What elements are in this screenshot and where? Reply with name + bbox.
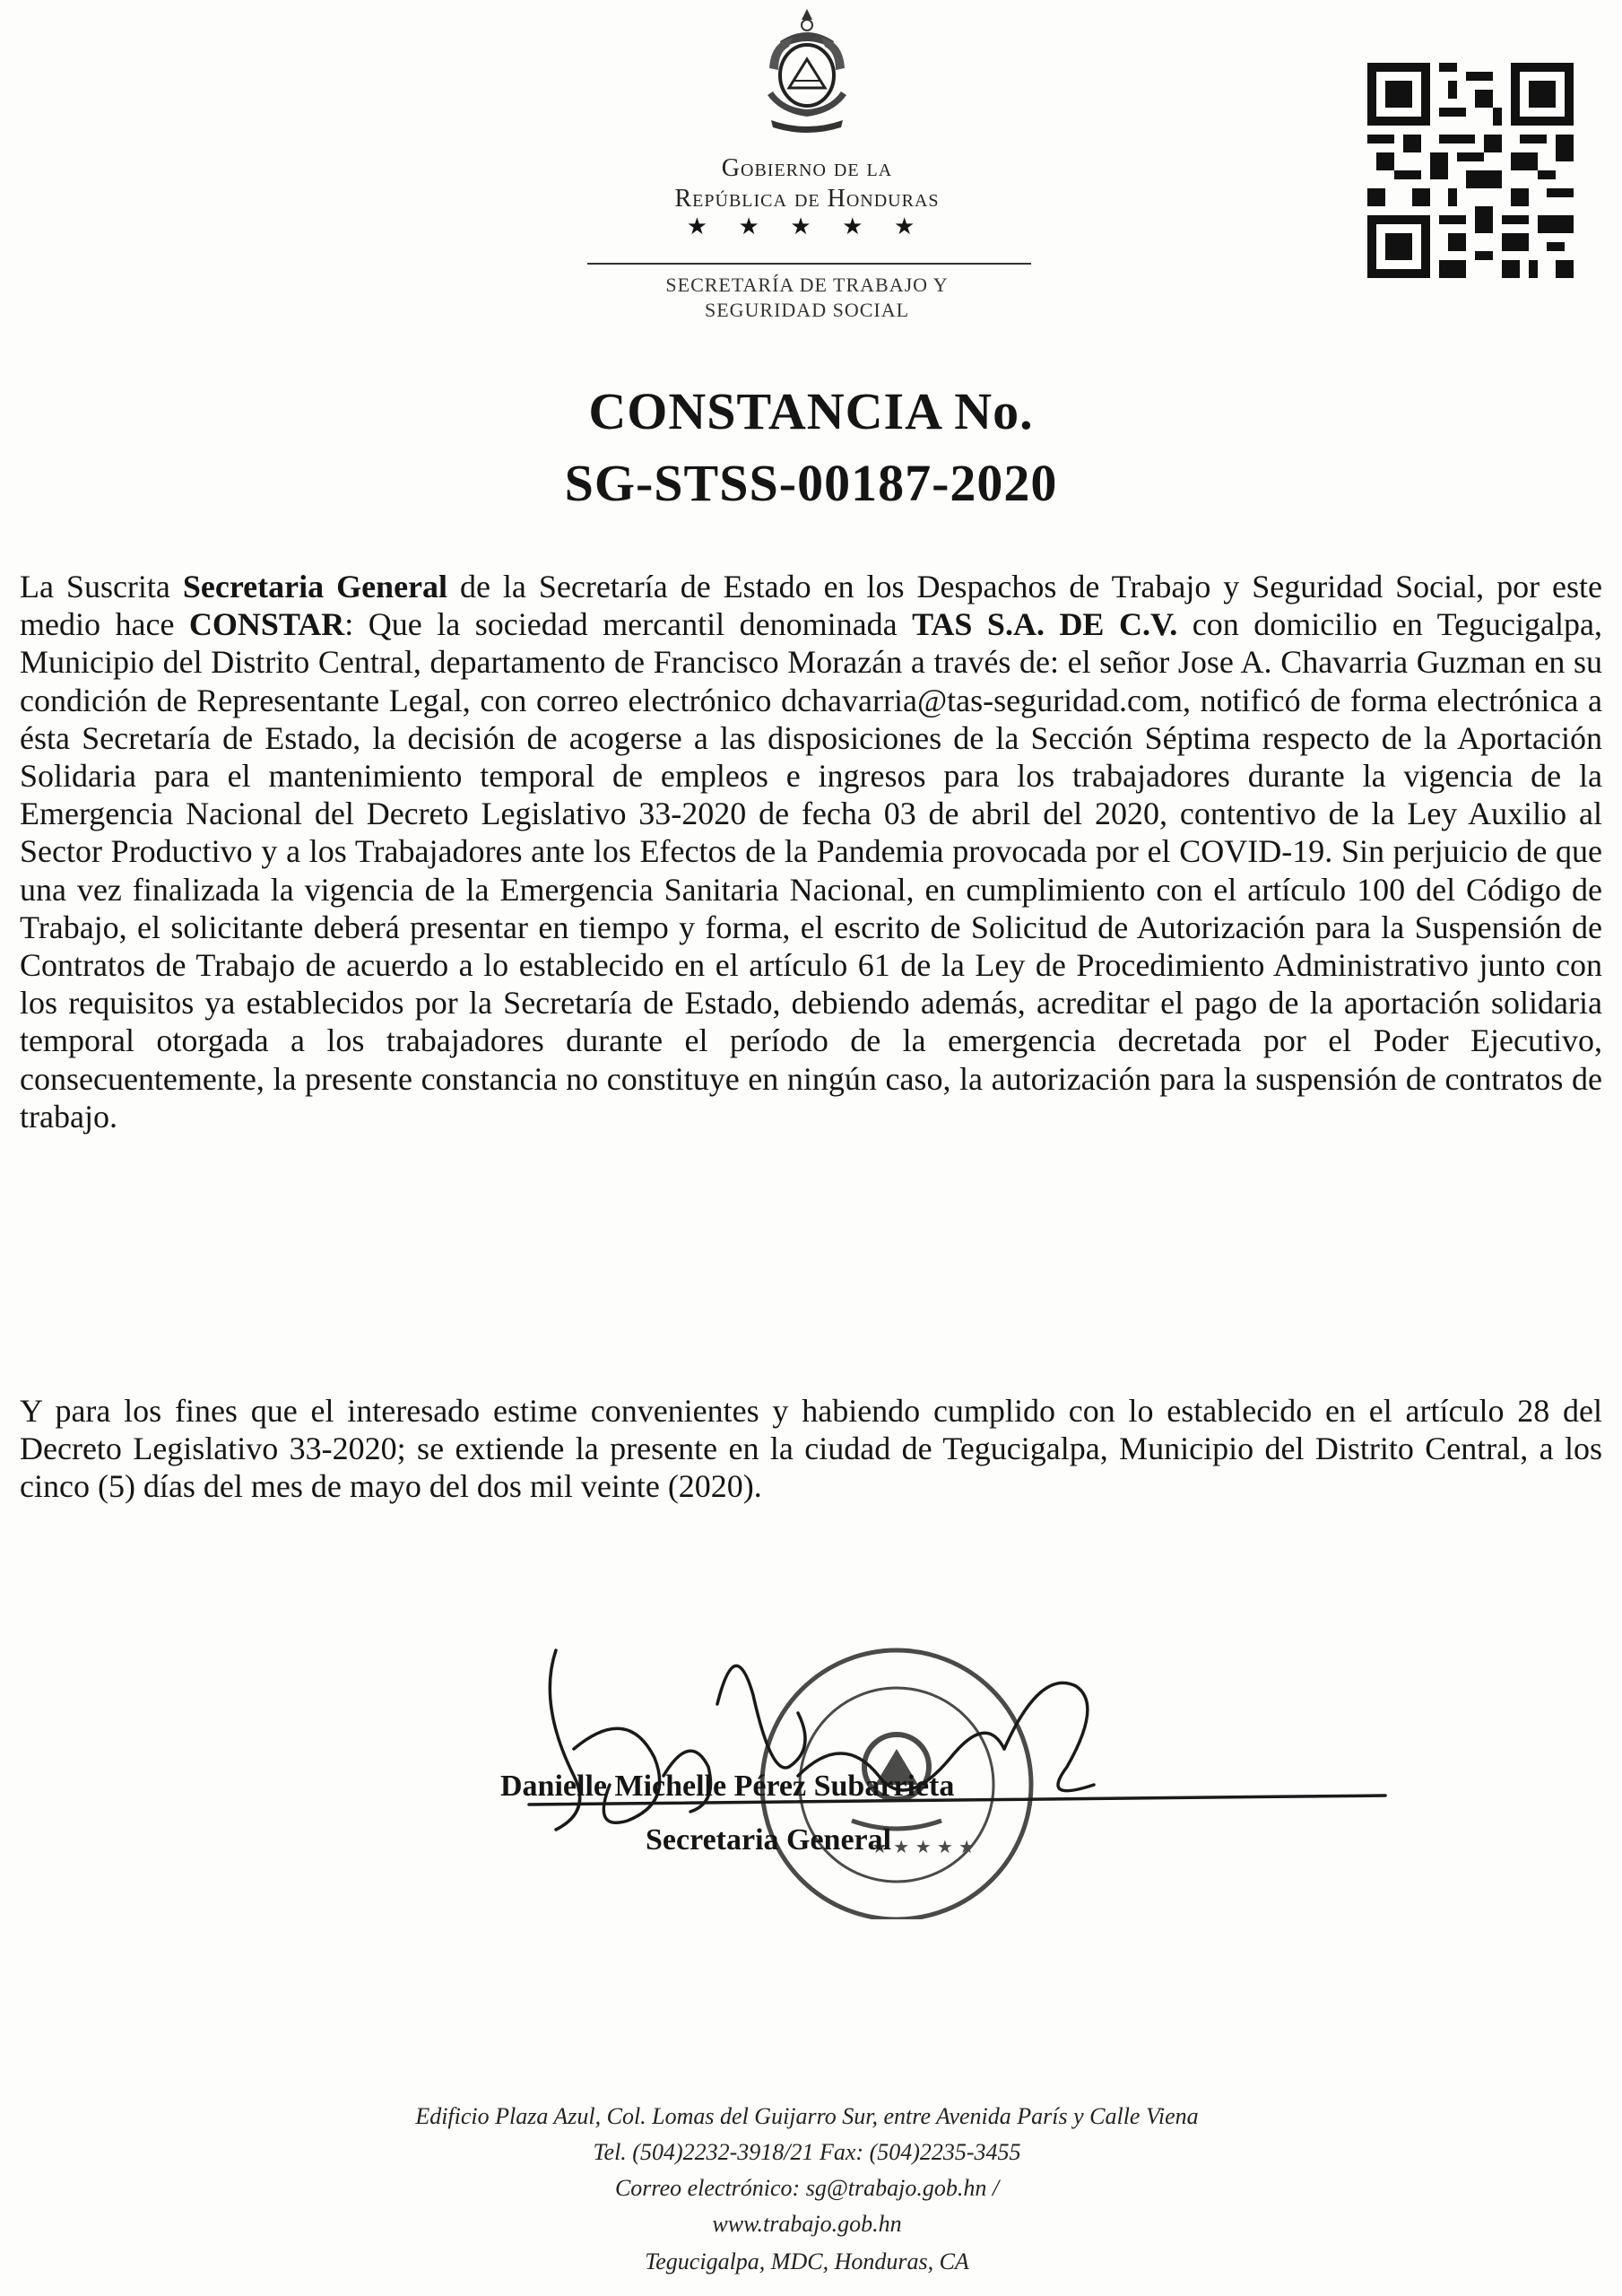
p1-bold-2: CONSTAR — [188, 606, 345, 643]
stars-icon: ★ ★ ★ ★ ★ — [686, 213, 928, 239]
footer-city: Tegucigalpa, MDC, Honduras, CA — [645, 2248, 969, 2274]
p1-text-3: : Que la sociedad mercantil denominada — [344, 606, 913, 643]
signer-name: Danielle Michelle Pérez Subarrieta — [500, 1770, 955, 1803]
government-line-1: Gobierno de la — [721, 154, 893, 182]
p1-text-1: La Suscrita — [20, 569, 183, 604]
p1-text-2: de la Secretaría de Estado en los Despachos de Trabajo y Seguridad Social, por este medio hace — [20, 569, 1602, 643]
p1-text-4: con domicilio en Tegucigalpa, Municipio del Distrito Central, departamento de Francisco Morazán a través de: el señor Jose A. Chavarria Guzman en su condición de Representante Legal, con correo electrónico dchavarria@tas-seguridad.com, notificó de forma electrónica a ésta Secretaría de Estado, la decisión de acogerse a las disposiciones de la Sección Séptima respecto de la Aportación Solidaria para el mantenimiento temporal de empleos e ingresos para los trabajadores durante la vigencia de la Emergencia Nacional del Decreto Legislativo 33-2020 de fecha 03 de abril del 2020, contentivo de la Ley Auxilio al Sector Productivo y a los Trabajadores ante los Efectos de la Pandemia provocada por el COVID-19. Sin perjuicio de que una vez finalizada la vigencia de la Emergencia Sanitaria Nacional, en cumplimiento con el artículo 100 del Código de Trabajo, el solicitante deberá presentar en tiempo y forma, el escrito de Solicitud de Autorización para la Suspensión de Contratos de Trabajo de acuerdo a lo establecido en el artículo 61 de la Ley de Procedimiento Administrativo junto con los requisitos ya establecidos por la Secretaría de Estado, debiendo además, acreditar el pago de la aportación solidaria temporal otorgada a los trabajadores durante el período de la emergencia decretada por el Poder Ejecutivo, consecuentemente, la presente constancia no constituye en ningún caso, la autorización para la suspensión de contratos de trabajo. — [20, 606, 1602, 1135]
p1-bold-1: Secretaria General — [182, 569, 448, 604]
stars-row — [574, 213, 1040, 240]
document-title: CONSTANCIA No. — [588, 382, 1034, 440]
ministry-line-1: SECRETARÍA DE TRABAJO Y — [665, 274, 949, 296]
svg-text:★ ★ ★ ★ ★: ★ ★ ★ ★ ★ — [872, 1836, 976, 1857]
header-divider — [587, 263, 1031, 265]
p1-bold-3: TAS S.A. DE C.V. — [912, 606, 1178, 643]
footer-email: Correo electrónico: sg@trabajo.gob.hn / — [614, 2175, 1000, 2201]
signer-title: Secretaria General — [646, 1823, 892, 1857]
footer-phone: Tel. (504)2232-3918/21 Fax: (504)2235-3455 — [593, 2139, 1021, 2165]
body-paragraph-1 — [20, 568, 1602, 1135]
footer-address: Edificio Plaza Azul, Col. Lomas del Guijarro Sur, entre Avenida París y Calle Viena — [415, 2103, 1199, 2129]
body-paragraph-2: Y para los fines que el interesado estime convenientes y habiendo cumplido con lo establecido en el artículo 28 del Decreto Legislativo 33-2020; se extiende la presente en la ciudad de Tegucigalpa, Municipio del Distrito Central, a los cinco (5) días del mes de mayo del dos mil veinte (2020). — [20, 1393, 1602, 1505]
ministry-line-2: SEGURIDAD SOCIAL — [704, 299, 910, 321]
coat-of-arms-icon — [753, 5, 861, 140]
government-line-2: República de Honduras — [674, 185, 940, 213]
footer-website: www.trabajo.gob.hn — [712, 2211, 902, 2237]
signature-and-seal — [502, 1596, 1399, 1919]
document-number: SG-STSS-00187-2020 — [564, 454, 1058, 512]
qr-code-icon — [1367, 63, 1574, 278]
